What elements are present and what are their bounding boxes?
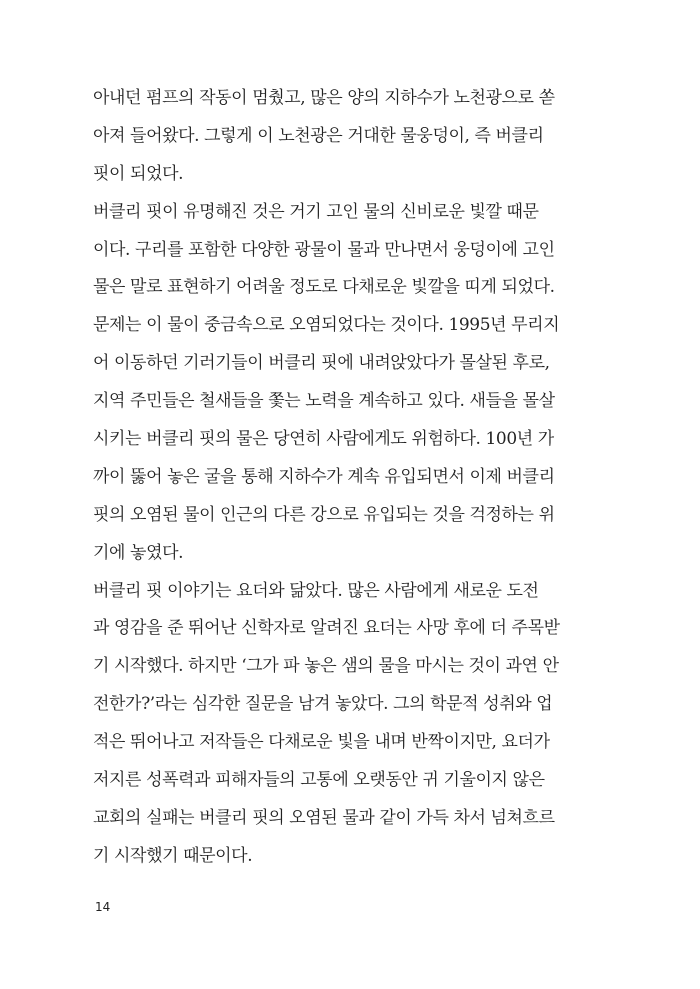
text-line: 전한가?’라는 심각한 질문을 남겨 놓았다. 그의 학문적 성취와 업 bbox=[93, 694, 553, 715]
text-line: 핏의 오염된 물이 인근의 다른 강으로 유입되는 것을 걱정하는 위 bbox=[93, 504, 555, 525]
text-line: 과 영감을 준 뛰어난 신학자로 알려진 요더는 사망 후에 더 주목받 bbox=[93, 618, 560, 639]
text-line: 기에 놓였다. bbox=[93, 542, 184, 563]
text-line: 시키는 버클리 핏의 물은 당연히 사람에게도 위험하다. 100년 가 bbox=[93, 429, 554, 450]
text-line: 아져 들어왔다. 그렇게 이 노천광은 거대한 물웅덩이, 즉 버클리 bbox=[93, 125, 544, 146]
text-line: 저지른 성폭력과 피해자들의 고통에 오랫동안 귀 기울이지 않은 bbox=[93, 770, 545, 791]
text-line: 핏이 되었다. bbox=[93, 163, 184, 184]
text-line: 버클리 핏이 유명해진 것은 거기 고인 물의 신비로운 빛깔 때문 bbox=[93, 201, 539, 222]
text-line: 까이 뚫어 놓은 굴을 통해 지하수가 계속 유입되면서 이제 버클리 bbox=[93, 466, 555, 487]
text-line: 지역 주민들은 철새들을 쫓는 노력을 계속하고 있다. 새들을 몰살 bbox=[93, 391, 555, 412]
text-line: 기 시작했기 때문이다. bbox=[93, 845, 253, 866]
text-line: 교회의 실패는 버클리 핏의 오염된 물과 같이 가득 차서 넘쳐흐르 bbox=[93, 807, 555, 828]
text-line: 이다. 구리를 포함한 다양한 광물이 물과 만나면서 웅덩이에 고인 bbox=[93, 239, 555, 260]
text-line: 문제는 이 물이 중금속으로 오염되었다는 것이다. 1995년 무리지 bbox=[93, 315, 560, 336]
text-line: 버클리 핏 이야기는 요더와 닮았다. 많은 사람에게 새로운 도전 bbox=[93, 580, 539, 601]
text-line: 어 이동하던 기러기들이 버클리 핏에 내려앉았다가 몰살된 후로, bbox=[93, 353, 550, 374]
text-line: 기 시작했다. 하지만 ‘그가 파 놓은 샘의 물을 마시는 것이 과연 안 bbox=[93, 656, 559, 677]
text-line: 적은 뛰어나고 저작들은 다채로운 빛을 내며 반짝이지만, 요더가 bbox=[93, 732, 550, 753]
text-line: 물은 말로 표현하기 어려울 정도로 다채로운 빛깔을 띠게 되었다. bbox=[93, 277, 555, 298]
text-line: 아내던 펌프의 작동이 멈췄고, 많은 양의 지하수가 노천광으로 쏟 bbox=[93, 88, 555, 108]
page-number: 14 bbox=[95, 900, 111, 914]
body-text bbox=[93, 80, 608, 876]
